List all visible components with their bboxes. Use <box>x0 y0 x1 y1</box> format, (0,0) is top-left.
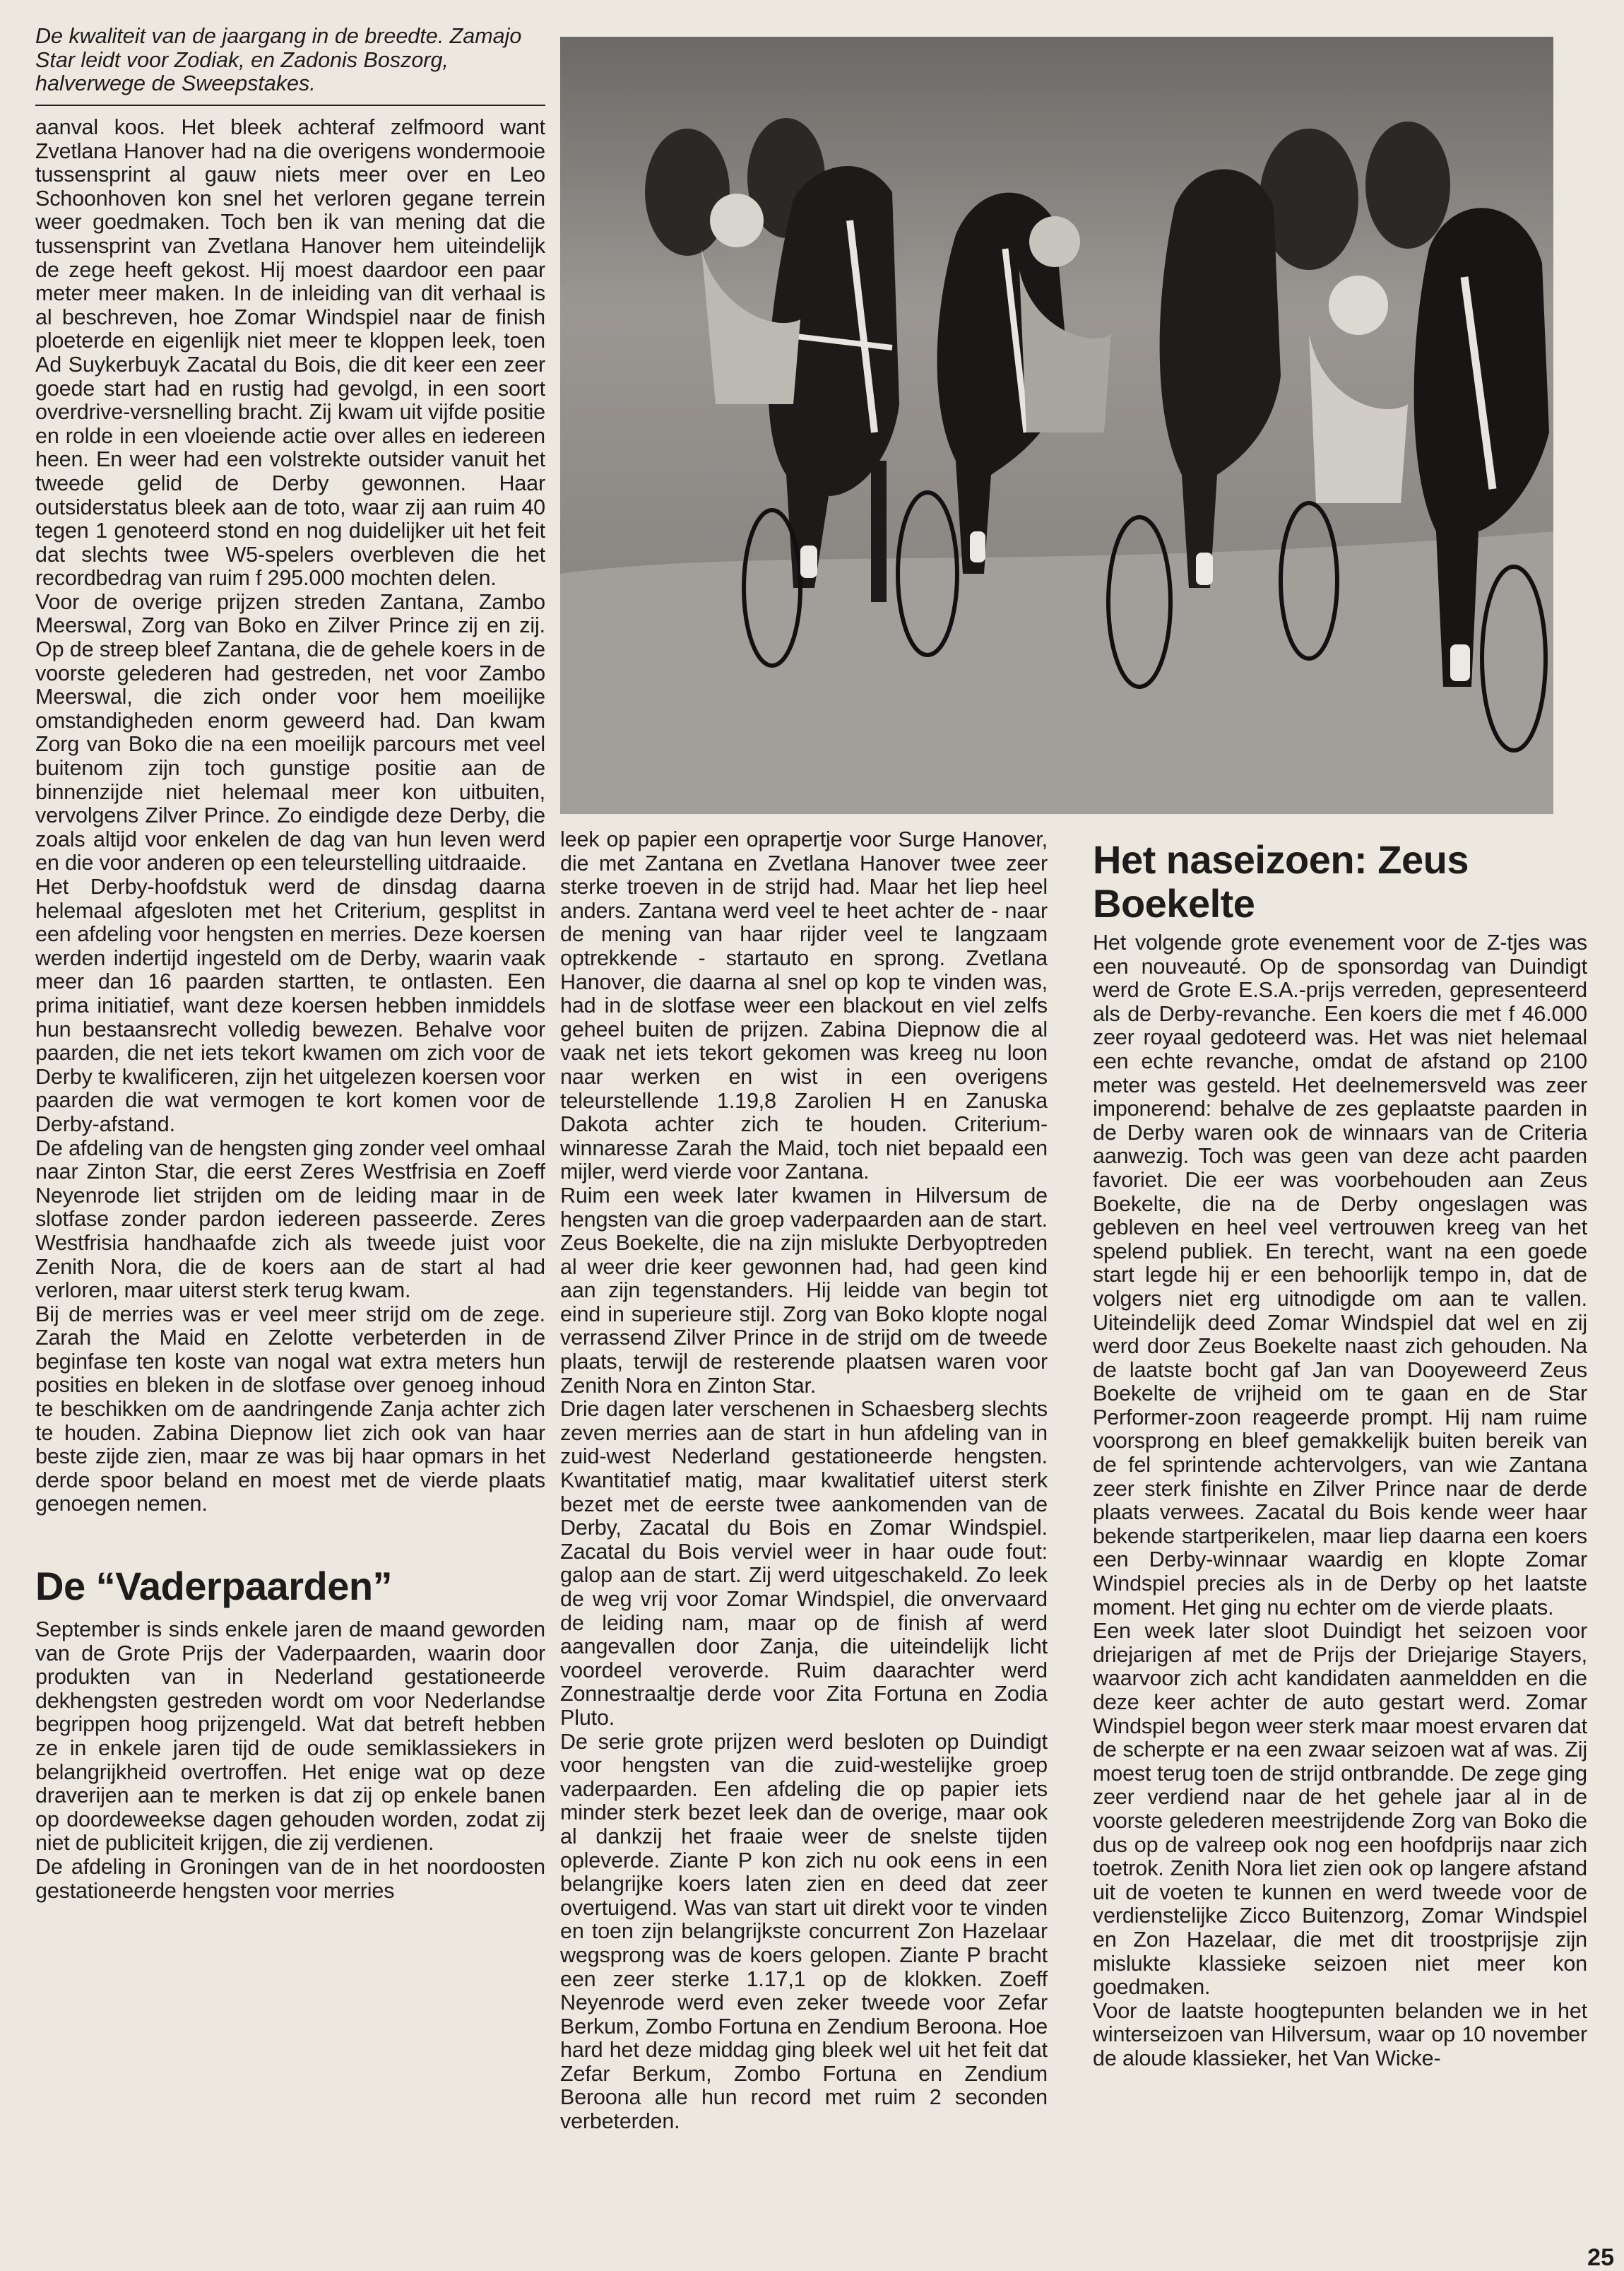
col1-paragraph: aanval koos. Het bleek achteraf zelfmoord want Zvetlana Hanover had na die overigens wondermooie tussensprint al gauw niets meer over en Leo Schoonhoven kon snel het verloren gegane terrein weer goedmaken. Toch ben ik van mening dat die tussensprint van Zvetlana Hanover hem uiteindelijk de zege heeft gekost. Hij moest daardoor een paar meter meer maken. In de inleiding van dit verhaal is al beschreven, hoe Zomar Windspiel naar de finish ploeterde en eigenlijk niet meer te kloppen leek, toen Ad Suykerbuyk Zacatal du Bois, die dit keer een zeer goede start had en rustig had gevolgd, in een soort overdrive-versnelling bracht. Zij kwam uit vijfde positie en rolde in een vloeiende actie over alles en iedereen heen. En weer had een volstrekte outsider vanuit het tweede gelid de Derby gewonnen. Haar outsiderstatus bleek aan de toto, waar zij aan ruim 40 tegen 1 genoteerd stond en nog duidelijker uit het feit dat slechts twee W5-spelers overbleven die het recordbedrag van ruim f 295.000 mochten delen. <box>35 116 545 591</box>
column-1 <box>35 116 545 2265</box>
photo-caption: De kwaliteit van de jaargang in de breedte. Zamajo Star leidt voor Zodiak, en Zadonis Boszorg, halverwege de Sweepstakes. <box>35 24 522 95</box>
col2-paragraph: Drie dagen later verschenen in Schaesberg slechts zeven merries aan de start in hun afdeling van in zuid-west Nederland gestationeerde hengsten. Kwantitatief matig, maar kwalitatief uiterst sterk bezet met de eerste twee aankomenden van de Derby, Zacatal du Bois en Zomar Windspiel. Zacatal du Bois verviel weer in haar oude fout: galop aan de start. Zij werd uitgeschakeld. Zo leek de weg vrij voor Zomar Windspiel, die onvervaard de leiding nam, maar op de finish af werd aangevallen door Zanja, die uiteindelijk licht voordeel veroverde. Ruim daarachter werd Zonnestraaltje derde voor Zita Fortuna en Zodia Pluto. <box>560 1397 1048 1730</box>
section-heading-vaderpaarden: De “Vaderpaarden” <box>35 1564 393 1609</box>
col1-paragraph: Voor de overige prijzen streden Zantana, Zambo Meerswal, Zorg van Boko en Zilver Prince zij en zij. Op de streep bleef Zantana, die de gehele koers in de voorste gelederen had gestreden, net voor Zambo Meerswal, die zich onder voor hem moeilijke omstandigheden enorm geweerd had. Dan kwam Zorg van Boko die na een moeilijk parcours met veel buitenom zijn toch gunstige positie aan de binnenzijde niet helemaal meer kon uitbuiten, vervolgens Zilver Prince. Zo eindigde deze Derby, die zoals altijd voor enkelen de dag van hun leven werd en die voor anderen op een teleurstelling uitdraaide. <box>35 589 545 875</box>
col2-paragraph: Ruim een week later kwamen in Hilversum de hengsten van die groep vaderpaarden aan de start. Zeus Boekelte, die na zijn mislukte Derbyoptreden al weer drie keer gewonnen had, had geen kind aan zijn tegenstanders. Hij leidde van begin tot eind in superieure stijl. Zorg van Boko klopte nogal verrassend Zilver Prince in de strijd om de tweede plaats, terwijl de resterende plaatsen waren voor Zenith Nora en Zinton Star. <box>560 1183 1048 1398</box>
col2-paragraph: leek op papier een oprapertje voor Surge Hanover, die met Zantana en Zvetlana Hanover twee zeer sterke troeven in de strijd had. Maar het liep heel anders. Zantana werd veel te heet achter de - naar de mening van haar rijder veel te langzaam optrekkende - startauto en sprong. Zvetlana Hanover, die daarna al snel op kop te vinden was, had in de slotfase weer een blackout en viel zelfs geheel buiten de prijzen. Zabina Diepnow die al vaak net iets tekort gekomen was kreeg nu loon naar werken en wist in een overigens teleurstellende 1.19,8 Zarolien H en Zanuska Dakota achter zich te houden. Criterium-winnaresse Zarah the Maid, toch niet bepaald een mijler, werd vierde voor Zantana. <box>560 828 1048 1184</box>
col1-paragraph: Bij de merries was er veel meer strijd om de zege. Zarah the Maid en Zelotte verbeterden in de beginfase ten koste van nogal wat extra meters hun posities en bleken in de slotfase over genoeg inhoud te beschikken om de aandringende Zanja achter zich te houden. Zabina Diepnow liet zich ook van haar beste zijde zien, maar ze was bij haar opmars in het derde spoor beland en moest met de vierde plaats genoegen nemen. <box>35 1302 545 1516</box>
col1-paragraph: September is sinds enkele jaren de maand geworden van de Grote Prijs der Vaderpaarden, waarin door produkten van in Nederland gestationeerde dekhengsten gestreden wordt om voor Nederlandse begrippen hoog prijzengeld. Wat dat betreft hebben ze in enkele jaren tijd de oude semiklassiekers in belangrijkheid overtroffen. Het enige wat op deze draverijen aan te merken is dat zij op enkele banen op doordeweekse dagen gehouden worden, zodat zij niet de publiciteit krijgen, die zij verdienen. <box>35 1617 545 1856</box>
col2-paragraph: De serie grote prijzen werd besloten op Duindigt voor hengsten van die zuid-westelijke groep vaderpaarden. Een afdeling die op papier iets minder sterk bezet leek dan de overige, maar ook al dankzij het fraaie weer de snelste tijden opleverde. Ziante P kon zich nu ook eens in een belangrijke koers laten zien en deed dat zeer overtuigend. Was van start uit direkt voor te vinden en toen zijn belangrijkste concurrent Zon Hazelaar wegsprong was de koers gelopen. Ziante P bracht een zeer sterke 1.17,1 op de klokken. Zoeff Neyenrode werd even zeker tweede voor Zefar Berkum, Zombo Fortuna en Zendium Beroona. Hoe hard het deze middag ging bleek wel uit het feit dat Zefar Berkum, Zombo Fortuna en Zendium Beroona alle hun record met ruim 2 seconden verbeterden. <box>560 1729 1048 2134</box>
col3-paragraph: Een week later sloot Duindigt het seizoen voor driejarigen af met de Prijs der Driejarige Stayers, waarvoor zich acht kandidaten aanmeldden en die deze keer achter de auto gestart werd. Zomar Windspiel begon weer sterk maar moest ervaren dat de scherpte er na een zwaar seizoen wat af was. Zij moest terug toen de strijd ontbrandde. De zege ging zeer verdiend naar de het gehele jaar al in de voorste gelederen meestrijdende Zorg van Boko die dus op de valreep ook nog een hoofdprijs naar zich toetrok. Zenith Nora liet zien ook op langere afstand uit de voeten te kunnen en werd tweede voor de verdienstelijke Zicco Buitenzorg, Zomar Windspiel en Zon Hazelaar, die met dit troostprijsje zijn mislukte klassieke seizoen niet meer kon goedmaken. <box>1093 1619 1587 2000</box>
col1-paragraph: Het Derby-hoofdstuk werd de dinsdag daarna helemaal afgesloten met het Criterium, gesplitst in een afdeling voor hengsten en merries. Deze koersen werden indertijd ingesteld om de Derby, waarin vaak meer dan 16 paarden startten, te ontlasten. Een prima initiatief, want deze koersen hebben inmiddels hun bestaansrecht volledig bewezen. Behalve voor paarden, die net iets tekort kwamen om zich voor de Derby te kwalificeren, zijn het uitgelezen koersen voor paarden die wat vermogen te kort komen voor de Derby-afstand. <box>35 875 545 1136</box>
col3-paragraph: Het volgende grote evenement voor de Z-tjes was een nouveauté. Op de sponsordag van Duindigt werd de Grote E.S.A.-prijs verreden, gepresenteerd als de Derby-revanche. Een koers die met f 46.000 zeer royaal gedoteerd was. Het was niet helemaal een echte revanche, omdat de afstand op 2100 meter was gesteld. Het deelnemersveld was zeer imponerend: behalve de zes geplaatste paarden in de Derby waren ook de winnaars van de Criteria aanwezig. Toch was geen van deze acht paarden favoriet. Die eer was voorbehouden aan Zeus Boekelte, die na de Derby ongeslagen was gebleven en heel veel vertrouwen kreeg van het spelend publiek. En terecht, want na een goede start legde hij er een behoorlijk tempo in, dat de volgers niet erg uitnodigde om aan te vallen. Uiteindelijk deed Zomar Windspiel dat wel en zij werd door Zeus Boekelte naast zich gehouden. Na de laatste bocht gaf Jan van Dooyeweerd Zeus Boekelte de vrijheid om te gaan en de Star Performer-zoon reageerde prompt. Hij nam ruime voorsprong en bleef gemakkelijk buiten bereik van de fel sprintende achtervolgers, van wie Zantana zeer sterk finishte en Zilver Prince naar de derde plaats verwees. Zacatal du Bois kende weer haar bekende startperikelen, maar liep daarna een koers een Derby-winnaar waardig en klopte Zomar Windspiel precies als in de Derby op het laatste moment. Het ging nu echter om de vierde plaats. <box>1093 931 1587 1620</box>
section-heading-naseizoen: Het naseizoen: Zeus Boekelte <box>1093 838 1469 926</box>
column-2 <box>560 828 1048 2265</box>
harness-racing-photo <box>560 37 1553 814</box>
page-number: 25 <box>1587 2244 1614 2271</box>
col1-paragraph: De afdeling van de hengsten ging zonder veel omhaal naar Zinton Star, die eerst Zeres Westfrisia en Zoeff Neyenrode liet strijden om de leiding maar in de slotfase zonder pardon iedereen passeerde. Zeres Westfrisia handhaafde zich als tweede juist voor Zenith Nora, die de koers aan de start al had verloren, maar uiterst sterk terug kwam. <box>35 1136 545 1303</box>
column-3 <box>1093 838 1587 2265</box>
caption-divider <box>35 105 545 106</box>
col1-paragraph: De afdeling in Groningen van de in het noordoosten gestationeerde hengsten voor merries <box>35 1854 545 1903</box>
col3-paragraph: Voor de laatste hoogtepunten belanden we in het winterseizoen van Hilversum, waar op 10 november de aloude klassieker, het Van Wicke- <box>1093 1998 1587 2070</box>
